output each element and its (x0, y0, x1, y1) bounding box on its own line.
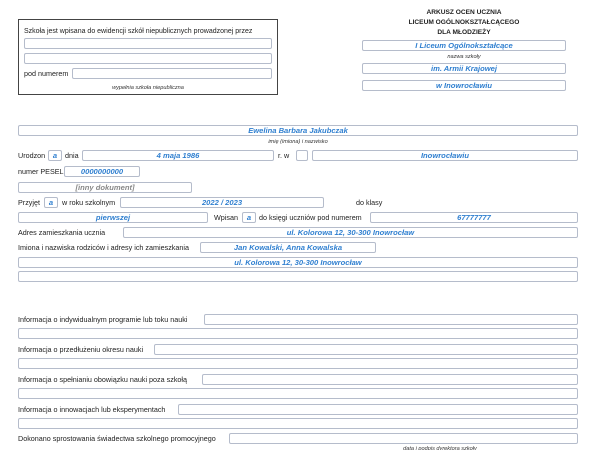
parents-label: Imiona i nazwiska rodziców i adresy ich zamieszkania (18, 243, 189, 252)
admitted-label: Przyjęt (18, 198, 40, 207)
address-field[interactable]: ul. Kolorowa 12, 30-300 Inowrocław (123, 227, 578, 238)
info-extension-field[interactable] (154, 344, 578, 355)
school-city-field[interactable]: w Inowrocławiu (362, 80, 566, 91)
registry-authority-line1[interactable] (24, 38, 272, 49)
info-outside-school-label: Informacja o spełnianiu obowiązku nauki poza szkołą (18, 375, 188, 384)
admitted-suffix-field[interactable]: a (44, 197, 58, 208)
born-suffix-field[interactable]: a (48, 150, 62, 161)
registry-number-label: pod numerem (24, 69, 69, 78)
registry-number-field[interactable] (72, 68, 272, 79)
info-extension-label: Informacja o przedłużeniu okresu nauki (18, 345, 144, 354)
info-outside-school-extra[interactable] (18, 388, 578, 399)
info-individual-field[interactable] (204, 314, 578, 325)
registry-book-label: do księgi uczniów pod numerem (259, 213, 362, 222)
document-title-line1: ARKUSZ OCEN UCZNIA (426, 9, 502, 16)
parents-names-field[interactable]: Jan Kowalski, Anna Kowalska (200, 242, 376, 253)
info-correction-label: Dokonano sprostowania świadectwa szkolnego promocyjnego (18, 434, 216, 443)
school-name-caption: nazwa szkoły (447, 54, 481, 60)
address-label: Adres zamieszkania ucznia (18, 228, 106, 237)
registry-box-text: Szkoła jest wpisana do ewidencji szkół niepublicznych prowadzonej przez (24, 28, 253, 35)
registered-label: Wpisan (214, 213, 238, 222)
info-individual-extra[interactable] (18, 328, 578, 339)
registry-number-student-field[interactable]: 67777777 (370, 212, 578, 223)
school-name-field[interactable]: I Liceum Ogólnokształcące (362, 40, 566, 51)
info-outside-school-field[interactable] (202, 374, 578, 385)
pesel-field[interactable]: 0000000000 (64, 166, 140, 177)
parents-extra-field[interactable] (18, 271, 578, 282)
info-innovation-label: Informacja o innowacjach lub eksperymentach (18, 405, 166, 414)
info-extension-extra[interactable] (18, 358, 578, 369)
registry-authority-line2[interactable] (24, 53, 272, 64)
director-signature-caption: data i podpis dyrektora szkoły (403, 446, 477, 450)
birth-place-field[interactable]: Inowrocławiu (312, 150, 578, 161)
info-innovation-field[interactable] (178, 404, 578, 415)
school-year-field[interactable]: 2022 / 2023 (120, 197, 324, 208)
birth-day-label: dnia (65, 151, 79, 160)
born-label: Urodzon (18, 151, 46, 160)
pesel-label: numer PESEL (18, 167, 64, 176)
info-correction-field[interactable] (229, 433, 578, 444)
school-patron-field[interactable]: im. Armii Krajowej (362, 63, 566, 74)
other-document-field[interactable]: [inny dokument] (18, 182, 192, 193)
birth-year-field[interactable] (296, 150, 308, 161)
birth-date-field[interactable]: 4 maja 1986 (82, 150, 274, 161)
document-title-line2: LICEUM OGÓLNOKSZTAŁCĄCEGO (408, 19, 520, 26)
class-field[interactable]: pierwszej (18, 212, 208, 223)
document-title-line3: DLA MŁODZIEŻY (437, 29, 491, 36)
registered-suffix-field[interactable]: a (242, 212, 256, 223)
parents-address-field[interactable]: ul. Kolorowa 12, 30-300 Inowrocław (18, 257, 578, 268)
birth-year-label: r. w (278, 151, 290, 160)
student-name-caption: imię (imiona) i nazwisko (268, 139, 328, 145)
info-innovation-extra[interactable] (18, 418, 578, 429)
registry-box-caption: wypełnia szkoła niepubliczna (112, 85, 184, 91)
info-individual-label: Informacja o indywidualnym programie lub toku nauki (18, 315, 188, 324)
student-name-field[interactable]: Ewelina Barbara Jakubczak (18, 125, 578, 136)
class-label: do klasy (356, 198, 383, 207)
school-year-label: w roku szkolnym (62, 198, 116, 207)
